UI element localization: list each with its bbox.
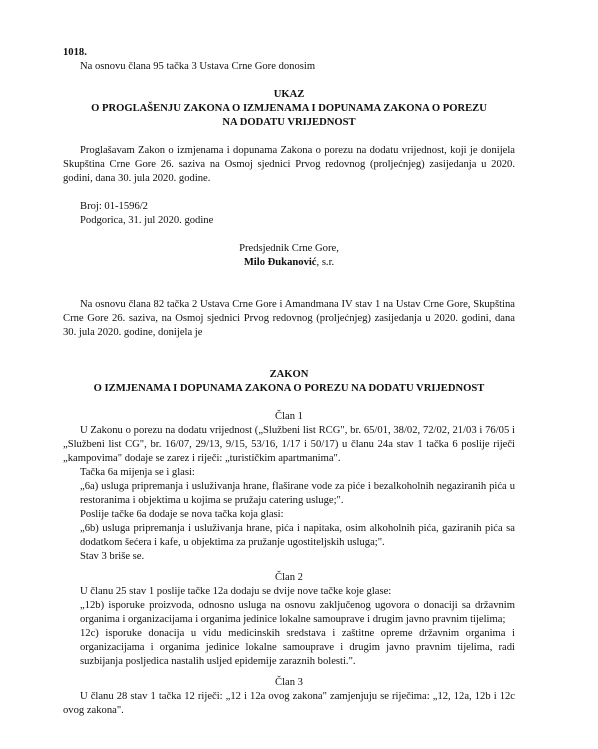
ukaz-body: Proglašavam Zakon o izmjenama i dopunama Zakona o porezu na dodatu vrijednost, koji je donijela Skupština Crne Gore 26. saziva na Osmoj sjednici Prvog redovnog (proljećnjeg) zasijedanja u 2020. godini, dana 30. jula 2020. godine. bbox=[63, 145, 515, 184]
clan1-paragraph: U Zakonu o porezu na dodatu vrijednost („Službeni list RCG", br. 65/01, 38/02, 72/02, 21/03 i 76/05 i „Službeni list CG", br. 16/07, 29/13, 9/15, 53/16, 1/17 i 50/17) u članu 24a stav 1 tačka 6 poslije riječi „kampovima" dodaje se zarez i riječi: „turističkim apartmanima". bbox=[63, 425, 515, 464]
act-number: 1018. bbox=[63, 47, 87, 58]
signer-title: Predsjednik Crne Gore, bbox=[239, 243, 339, 254]
place-date: Podgorica, 31. jul 2020. godine bbox=[80, 215, 214, 226]
clan1-item-6b: „6b) usluga pripremanja i usluživanja hrane, pića i napitaka, osim alkoholnih pića, gaziranih pića sa dodatkom šećera i kafe, u objektima za pružanje ugostiteljskih usluga;". bbox=[80, 523, 515, 548]
ukaz-subtitle-line1: O PROGLAŠENJU ZAKONA O IZMJENAMA I DOPUNAMA ZAKONA O POREZU bbox=[91, 103, 487, 114]
clan2-item-12b: „12b) isporuke proizvoda, odnosno usluga na osnovu zaključenog ugovora o donaciji sa državnim organima i organizacijama i organima jedinice lokalne samouprave i drugim javno pravnim tijelima; bbox=[80, 600, 515, 625]
clan3-heading: Član 3 bbox=[275, 677, 303, 688]
clan1-item-6a: „6a) usluga pripremanja i usluživanja hrane, flaširane vode za piće i bezalkoholnih negaziranih pića u restoranima i objektima u kojima se pružaju catering usluge;". bbox=[80, 481, 515, 506]
document-page bbox=[63, 46, 515, 718]
zakon-subtitle: O IZMJENAMA I DOPUNAMA ZAKONA O POREZU NA DODATU VRIJEDNOST bbox=[93, 383, 485, 394]
clan1-heading: Član 1 bbox=[275, 411, 303, 422]
ukaz-title: UKAZ bbox=[273, 89, 305, 100]
broj: Broj: 01-1596/2 bbox=[80, 201, 148, 212]
ukaz-subtitle-line2: NA DODATU VRIJEDNOST bbox=[222, 117, 356, 128]
zakon-title: ZAKON bbox=[269, 369, 309, 380]
clan2-heading: Član 2 bbox=[275, 572, 303, 583]
intro-line: Na osnovu člana 95 tačka 3 Ustava Crne Gore donosim bbox=[80, 61, 316, 72]
clan1-paragraph: Poslije tačke 6a dodaje se nova tačka koja glasi: bbox=[80, 509, 284, 520]
clan1-paragraph: Tačka 6a mijenja se i glasi: bbox=[80, 467, 195, 478]
signer-suffix: , s.r. bbox=[316, 257, 335, 268]
preamble: Na osnovu člana 82 tačka 2 Ustava Crne Gore i Amandmana IV stav 1 na Ustav Crne Gore, Skupština Crne Gore 26. saziva, na Osmoj sjednici Prvog redovnog (proljećnjeg) zasijedanja u 2020. godini, dana 30. jula 2020. godine, donijela je bbox=[63, 299, 515, 338]
signer-name: Milo Đukanović bbox=[243, 257, 317, 268]
clan1-paragraph: Stav 3 briše se. bbox=[80, 551, 145, 562]
signer bbox=[63, 256, 515, 270]
clan2-item-12c: 12c) isporuke donacija u vidu medicinskih sredstava i zaštitne opreme državnim organima i organizacijama i organima jedinice lokalne samouprave i drugim javno pravnim tijelima, radi suzbijanja posljedica nastalih usljed epidemije zaraznih bolesti.". bbox=[80, 628, 515, 667]
clan3-paragraph: U članu 28 stav 1 tačka 12 riječi: „12 i 12a ovog zakona" zamjenjuju se riječima: „12, 12a, 12b i 12c ovog zakona". bbox=[63, 691, 515, 716]
clan2-paragraph: U članu 25 stav 1 poslije tačke 12a dodaju se dvije nove tačke koje glase: bbox=[80, 586, 392, 597]
